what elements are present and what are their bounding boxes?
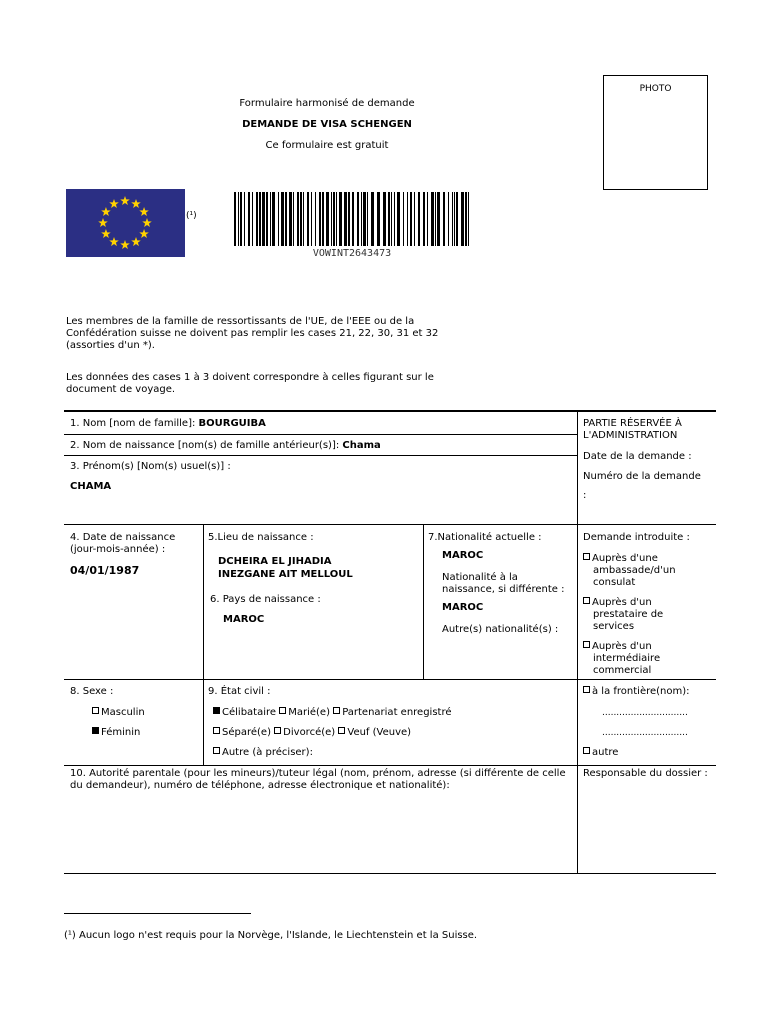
checkbox-separe[interactable] <box>213 727 220 734</box>
footnote-ref: (¹) <box>186 211 197 221</box>
barcode-bar <box>348 192 350 246</box>
barcode-number: VOWINT2643473 <box>312 248 392 259</box>
admin-opt-intermediaire[interactable] <box>583 641 698 677</box>
barcode-bar <box>410 192 412 246</box>
barcode-bar <box>456 192 458 246</box>
sex-option-male[interactable] <box>92 707 145 719</box>
flag-star <box>101 207 111 216</box>
barcode-bar <box>344 192 347 246</box>
checkbox-ambassade[interactable] <box>583 553 590 560</box>
intro-note-2: Les données des cases 1 à 3 doivent correspondre à celles figurant sur le document de voyage. <box>66 372 434 395</box>
barcode-bar <box>407 192 408 246</box>
checkbox-divorce[interactable] <box>274 727 281 734</box>
field-5-value-line1[interactable]: DCHEIRA EL JIHADIA <box>218 556 332 567</box>
checkbox-frontiere[interactable] <box>583 686 590 693</box>
barcode-bar <box>437 192 440 246</box>
field-7-label: 7.Nationalité actuelle : <box>428 532 542 543</box>
barcode <box>234 192 470 246</box>
barcode-bar <box>270 192 271 246</box>
photo-box <box>603 75 708 190</box>
field-9-label: 9. État civil : <box>208 686 271 697</box>
barcode-bar <box>322 192 324 246</box>
photo-label: PHOTO <box>639 84 672 94</box>
barcode-bar <box>285 192 287 246</box>
intro-note-1: Les membres de la famille de ressortissants de l'UE, de l'EEE ou de la Confédération suisse ne doivent pas remplir les cases 21, 22, 30, 31 et 32 (assorties d'un *). <box>66 316 439 351</box>
barcode-bar <box>278 192 279 246</box>
admin-autre-label: autre <box>592 747 619 758</box>
sex-male-label: Masculin <box>101 707 145 718</box>
barcode-bar <box>297 192 299 246</box>
barcode-bar <box>414 192 415 246</box>
barcode-bar <box>452 192 453 246</box>
field-1-label: 1. Nom [nom de famille]: <box>70 418 199 429</box>
flag-star <box>131 199 141 208</box>
sex-female-label: Féminin <box>101 727 141 738</box>
field-1-value: BOURGUIBA <box>198 418 266 429</box>
field-1-surname[interactable] <box>70 418 266 430</box>
barcode-bar <box>300 192 302 246</box>
field-7-value[interactable]: MAROC <box>442 550 484 561</box>
barcode-bar <box>435 192 436 246</box>
admin-introduite-label: Demande introduite : <box>583 532 690 543</box>
barcode-bar <box>383 192 386 246</box>
footnote-separator <box>64 913 251 914</box>
header-line1: Formulaire harmonisé de demande <box>239 98 415 109</box>
eu-stars <box>66 189 185 257</box>
flag-star <box>98 218 108 227</box>
admin-frontiere[interactable] <box>583 686 690 698</box>
barcode-bar <box>367 192 368 246</box>
admin-opt-prestataire[interactable] <box>583 597 698 633</box>
barcode-bar <box>266 192 268 246</box>
barcode-bar <box>352 192 354 246</box>
field-4-label: 4. Date de naissance (jour-mois-année) : <box>70 532 176 555</box>
barcode-bar <box>303 192 304 246</box>
field-10-label: 10. Autorité parentale (pour les mineurs)/tuteur légal (nom, prénom, adresse (si différente de celle du demandeur), numéro de téléphone, adresse électronique et nationalité): <box>70 768 566 791</box>
barcode-bar <box>315 192 316 246</box>
barcode-bar <box>468 192 469 246</box>
field-4-value[interactable]: 04/01/1987 <box>70 564 140 577</box>
checkbox-female[interactable] <box>92 727 99 734</box>
field-7-diff-value[interactable]: MAROC <box>442 602 484 613</box>
barcode-bar <box>293 192 294 246</box>
admin-dots-1: .............................. <box>602 708 688 718</box>
sex-option-female[interactable] <box>92 727 140 739</box>
footnote-text: (¹) Aucun logo n'est requis pour la Norvège, l'Islande, le Liechtenstein et la Suisse. <box>64 930 478 941</box>
field-2-birth-name[interactable] <box>70 440 381 452</box>
flag-star <box>139 207 149 216</box>
barcode-bar <box>357 192 359 246</box>
barcode-bar <box>363 192 366 246</box>
flag-star <box>131 237 141 246</box>
admin-number-colon: : <box>583 490 587 501</box>
civil-status-row-3 <box>213 747 313 759</box>
opt-marie: Marié(e) <box>288 707 330 718</box>
field-2-label: 2. Nom de naissance [nom(s) de famille antérieur(s)]: <box>70 440 343 451</box>
barcode-bar <box>423 192 425 246</box>
barcode-bar <box>388 192 390 246</box>
admin-autre[interactable] <box>583 747 618 759</box>
barcode-bar <box>326 192 329 246</box>
flag-star <box>120 240 130 249</box>
admin-dots-2: .............................. <box>602 728 688 738</box>
checkbox-veuf[interactable] <box>338 727 345 734</box>
barcode-bar <box>248 192 250 246</box>
checkbox-marie[interactable] <box>279 707 286 714</box>
opt-veuf: Veuf (Veuve) <box>347 727 412 738</box>
admin-title: PARTIE RÉSERVÉE À L'ADMINISTRATION <box>583 418 682 441</box>
barcode-bar <box>443 192 445 246</box>
field-7-other-label: Autre(s) nationalité(s) : <box>442 624 559 635</box>
field-3-value[interactable]: CHAMA <box>70 481 112 492</box>
field-6-value[interactable]: MAROC <box>223 614 265 625</box>
barcode-bar <box>336 192 337 246</box>
field-2-value: Chama <box>342 440 381 451</box>
barcode-bar <box>289 192 292 246</box>
barcode-bar <box>361 192 362 246</box>
barcode-bar <box>281 192 284 246</box>
barcode-bar <box>331 192 332 246</box>
admin-opt-prestataire-label: Auprès d'un prestataire de services <box>592 597 664 632</box>
checkbox-autre[interactable] <box>213 747 220 754</box>
opt-separe: Séparé(e) <box>222 727 271 738</box>
flag-star <box>109 237 119 246</box>
barcode-bar <box>333 192 335 246</box>
flag-star <box>142 218 152 227</box>
flag-star <box>120 196 130 205</box>
barcode-bar <box>394 192 395 246</box>
barcode-bar <box>403 192 404 246</box>
field-5-value-line2[interactable]: INEZGANE AIT MELLOUL <box>218 569 353 580</box>
checkbox-celibataire[interactable] <box>213 707 220 714</box>
flag-star <box>139 229 149 238</box>
barcode-bar <box>371 192 374 246</box>
flag-star <box>109 199 119 208</box>
admin-date-label: Date de la demande : <box>583 451 692 462</box>
barcode-bar <box>377 192 380 246</box>
barcode-bar <box>465 192 467 246</box>
barcode-bar <box>431 192 434 246</box>
barcode-bar <box>244 192 245 246</box>
barcode-bar <box>240 192 242 246</box>
civil-status-row-2 <box>213 727 411 739</box>
checkbox-male[interactable] <box>92 707 99 714</box>
flag-star <box>101 229 111 238</box>
checkbox-intermediaire[interactable] <box>583 641 590 648</box>
barcode-bar <box>427 192 428 246</box>
barcode-bar <box>391 192 392 246</box>
checkbox-admin-autre[interactable] <box>583 747 590 754</box>
eu-flag-logo <box>66 189 185 257</box>
barcode-bar <box>418 192 420 246</box>
barcode-bar <box>256 192 258 246</box>
barcode-bar <box>234 192 236 246</box>
opt-divorce: Divorcé(e) <box>283 727 336 738</box>
field-3-label: 3. Prénom(s) [Nom(s) usuel(s)] : <box>70 461 231 472</box>
barcode-bar <box>339 192 342 246</box>
admin-opt-ambassade-label: Auprès d'une ambassade/d'un consulat <box>592 553 676 588</box>
admin-opt-intermediaire-label: Auprès d'un intermédiaire commercial <box>592 641 661 676</box>
admin-responsable-label: Responsable du dossier : <box>583 768 708 779</box>
admin-opt-ambassade[interactable] <box>583 553 713 589</box>
field-6-label: 6. Pays de naissance : <box>210 594 321 605</box>
opt-celibataire: Célibataire <box>222 707 277 718</box>
admin-number-label: Numéro de la demande <box>583 471 701 482</box>
field-7-diff-label: Nationalité à la naissance, si différente : <box>442 572 565 595</box>
admin-frontiere-label: à la frontière(nom): <box>592 686 690 697</box>
civil-status-row-1 <box>213 707 452 719</box>
barcode-bar <box>454 192 455 246</box>
barcode-bar <box>397 192 400 246</box>
opt-autre: Autre (à préciser): <box>222 747 313 758</box>
barcode-bar <box>238 192 239 246</box>
checkbox-prestataire[interactable] <box>583 597 590 604</box>
barcode-bar <box>319 192 321 246</box>
checkbox-partenariat[interactable] <box>333 707 340 714</box>
barcode-bar <box>259 192 261 246</box>
header-line3: Ce formulaire est gratuit <box>265 140 389 151</box>
opt-partenariat: Partenariat enregistré <box>342 707 452 718</box>
barcode-bar <box>262 192 265 246</box>
barcode-bar <box>461 192 464 246</box>
barcode-bar <box>272 192 275 246</box>
barcode-bar <box>252 192 253 246</box>
barcode-bar <box>307 192 309 246</box>
form-title: DEMANDE DE VISA SCHENGEN <box>242 119 412 130</box>
field-5-label: 5.Lieu de naissance : <box>208 532 314 543</box>
barcode-bar <box>448 192 449 246</box>
barcode-bar <box>311 192 312 246</box>
field-8-label: 8. Sexe : <box>70 686 114 697</box>
